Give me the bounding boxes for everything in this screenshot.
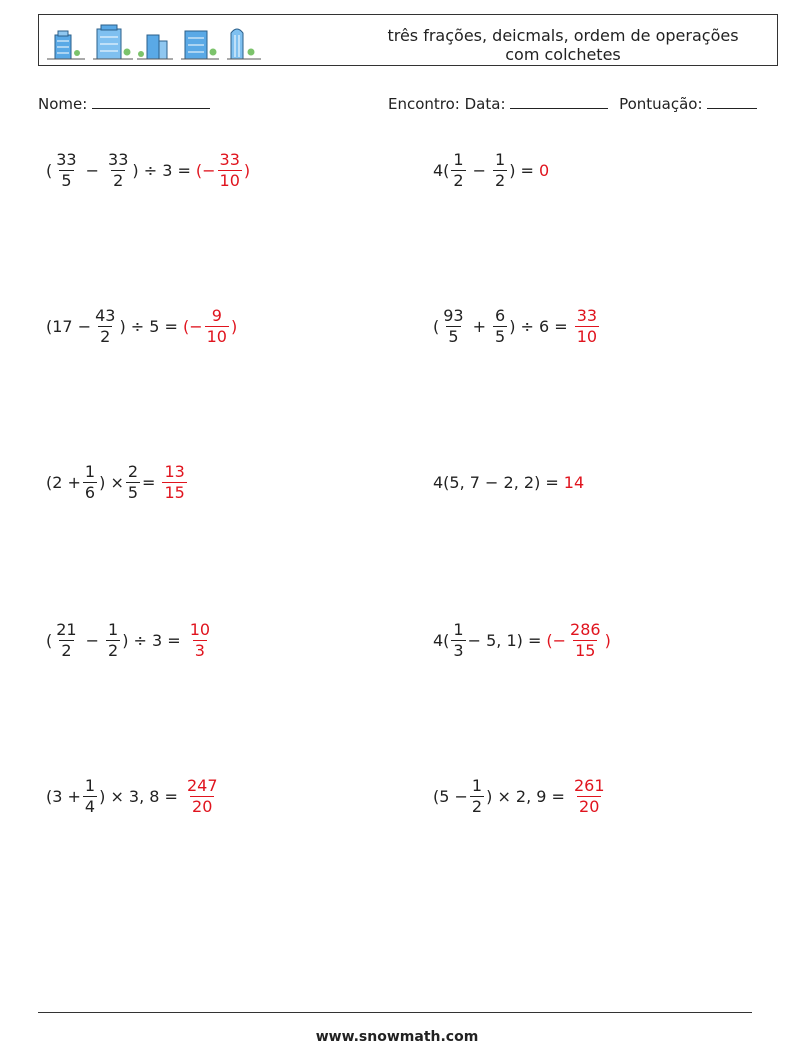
numerator: 1 bbox=[453, 619, 464, 639]
expression-text: ) bbox=[243, 160, 251, 180]
denominator: 20 bbox=[192, 796, 213, 816]
numerator: 261 bbox=[573, 775, 605, 795]
problem-9 bbox=[46, 768, 222, 824]
expression-text: ) ÷ 6 = bbox=[509, 316, 568, 336]
expression-text: (17 − bbox=[46, 316, 92, 336]
denominator: 2 bbox=[471, 796, 483, 816]
denominator: 2 bbox=[113, 170, 124, 190]
fraction bbox=[126, 462, 140, 503]
score-label: Pontuação: bbox=[619, 95, 703, 113]
expression-text: ) = bbox=[509, 160, 534, 180]
problem-2 bbox=[433, 142, 549, 198]
problem-4 bbox=[433, 298, 601, 354]
expression-text: 0 bbox=[538, 160, 550, 180]
problem-3 bbox=[46, 298, 237, 354]
expression-text: − 5, 1) = bbox=[467, 630, 542, 650]
fraction bbox=[54, 150, 78, 191]
expression-text: ) bbox=[230, 316, 238, 336]
expression-text: = bbox=[142, 472, 156, 492]
denominator: 10 bbox=[576, 326, 598, 346]
expression-text: ( bbox=[433, 316, 440, 336]
answer bbox=[570, 776, 609, 817]
numerator: 13 bbox=[164, 461, 185, 481]
expression-text: (− bbox=[546, 630, 567, 650]
fraction bbox=[106, 620, 120, 661]
expression-text: 4( bbox=[433, 630, 450, 650]
denominator: 5 bbox=[61, 170, 72, 190]
denominator: 2 bbox=[108, 640, 119, 660]
expression-text: (3 + bbox=[46, 786, 81, 806]
expression-text: 14 bbox=[563, 472, 585, 492]
numerator: 247 bbox=[186, 775, 218, 795]
numerator: 286 bbox=[570, 619, 601, 639]
numerator: 33 bbox=[219, 149, 240, 169]
fraction bbox=[93, 306, 117, 347]
expression-text: ) × bbox=[99, 472, 124, 492]
denominator: 6 bbox=[84, 482, 96, 502]
expression-text: ) bbox=[604, 630, 611, 650]
numerator: 21 bbox=[56, 619, 77, 639]
numerator: 1 bbox=[84, 775, 96, 795]
denominator: 15 bbox=[164, 482, 185, 502]
worksheet-title bbox=[363, 26, 763, 64]
numerator: 1 bbox=[495, 149, 506, 169]
name-field[interactable] bbox=[38, 94, 210, 113]
building-icon bbox=[93, 25, 133, 59]
expression-text: ) × 2, 9 = bbox=[486, 786, 565, 806]
numerator: 1 bbox=[84, 461, 96, 481]
denominator: 3 bbox=[453, 640, 464, 660]
operator: − bbox=[85, 160, 100, 180]
numerator: 33 bbox=[576, 305, 598, 325]
answer bbox=[160, 462, 188, 503]
expression-text: ( bbox=[46, 160, 53, 180]
fraction bbox=[185, 776, 220, 817]
building-icon bbox=[137, 35, 173, 59]
answer bbox=[573, 306, 601, 347]
problem-8 bbox=[433, 612, 611, 668]
fraction bbox=[54, 620, 78, 661]
fraction bbox=[83, 776, 97, 817]
building-icon bbox=[181, 31, 219, 59]
denominator: 2 bbox=[495, 170, 506, 190]
problem-1 bbox=[46, 142, 250, 198]
fraction bbox=[441, 306, 465, 347]
expression-text: ) ÷ 5 = bbox=[119, 316, 178, 336]
encounter-label: Encontro: Data: bbox=[388, 95, 506, 113]
fraction bbox=[451, 620, 465, 661]
expression-text: ) ÷ 3 = bbox=[132, 160, 191, 180]
fraction bbox=[493, 306, 507, 347]
numerator: 93 bbox=[443, 305, 464, 325]
building-icon bbox=[47, 31, 85, 59]
denominator: 4 bbox=[84, 796, 96, 816]
denominator: 10 bbox=[206, 326, 227, 346]
denominator: 20 bbox=[579, 796, 600, 816]
denominator: 10 bbox=[219, 170, 240, 190]
numerator: 2 bbox=[127, 461, 139, 481]
footer-url: www.snowmath.com bbox=[315, 1029, 479, 1045]
worksheet-header bbox=[38, 14, 778, 66]
denominator: 5 bbox=[495, 326, 506, 346]
expression-text: (− bbox=[182, 316, 203, 336]
numerator: 1 bbox=[453, 149, 464, 169]
name-label: Nome: bbox=[38, 95, 88, 113]
expression-text: 4( bbox=[433, 160, 450, 180]
expression-text: ) × 3, 8 = bbox=[99, 786, 178, 806]
denominator: 15 bbox=[575, 640, 596, 660]
expression-text: ( bbox=[46, 630, 53, 650]
expression-text: (− bbox=[195, 160, 216, 180]
denominator: 2 bbox=[100, 326, 111, 346]
building-icon bbox=[227, 29, 261, 59]
fraction bbox=[470, 776, 484, 817]
numerator: 10 bbox=[189, 619, 211, 639]
fraction bbox=[218, 150, 242, 191]
title-line-2: com colchetes bbox=[505, 45, 621, 64]
expression-text: (2 + bbox=[46, 472, 81, 492]
fraction bbox=[572, 776, 607, 817]
numerator: 33 bbox=[56, 149, 77, 169]
fraction bbox=[205, 306, 229, 347]
denominator: 2 bbox=[453, 170, 464, 190]
numerator: 33 bbox=[108, 149, 129, 169]
operator: − bbox=[472, 160, 487, 180]
numerator: 9 bbox=[211, 305, 222, 325]
fraction bbox=[451, 150, 465, 191]
answer bbox=[564, 473, 584, 492]
fraction bbox=[106, 150, 130, 191]
numerator: 1 bbox=[108, 619, 119, 639]
fraction bbox=[83, 462, 97, 503]
numerator: 43 bbox=[95, 305, 116, 325]
name-blank[interactable] bbox=[92, 94, 210, 109]
denominator: 3 bbox=[194, 640, 205, 660]
answer bbox=[196, 150, 250, 191]
problem-10 bbox=[433, 768, 609, 824]
header-illustration bbox=[45, 21, 275, 63]
title-line-1: três frações, deicmals, ordem de operações bbox=[387, 26, 739, 45]
date-blank[interactable] bbox=[510, 94, 608, 109]
denominator: 5 bbox=[127, 482, 139, 502]
answer bbox=[186, 620, 214, 661]
answer bbox=[539, 161, 549, 180]
expression-text: 4(5, 7 − 2, 2) = bbox=[433, 472, 559, 492]
problem-7 bbox=[46, 612, 214, 668]
encounter-date-field[interactable] bbox=[388, 94, 757, 113]
fraction bbox=[162, 462, 186, 503]
footer-divider bbox=[38, 1012, 752, 1013]
answer bbox=[183, 776, 222, 817]
problem-6 bbox=[433, 454, 584, 510]
problem-5 bbox=[46, 454, 189, 510]
operator: + bbox=[472, 316, 487, 336]
fraction bbox=[575, 306, 599, 347]
score-blank[interactable] bbox=[707, 94, 757, 109]
fraction bbox=[568, 620, 603, 661]
answer bbox=[546, 620, 610, 661]
fraction bbox=[493, 150, 507, 191]
expression-text: (5 − bbox=[433, 786, 468, 806]
numerator: 1 bbox=[471, 775, 483, 795]
expression-text: ) ÷ 3 = bbox=[122, 630, 181, 650]
fraction bbox=[188, 620, 212, 661]
numerator: 6 bbox=[495, 305, 506, 325]
denominator: 2 bbox=[61, 640, 72, 660]
answer bbox=[183, 306, 237, 347]
operator: − bbox=[85, 630, 100, 650]
denominator: 5 bbox=[448, 326, 459, 346]
